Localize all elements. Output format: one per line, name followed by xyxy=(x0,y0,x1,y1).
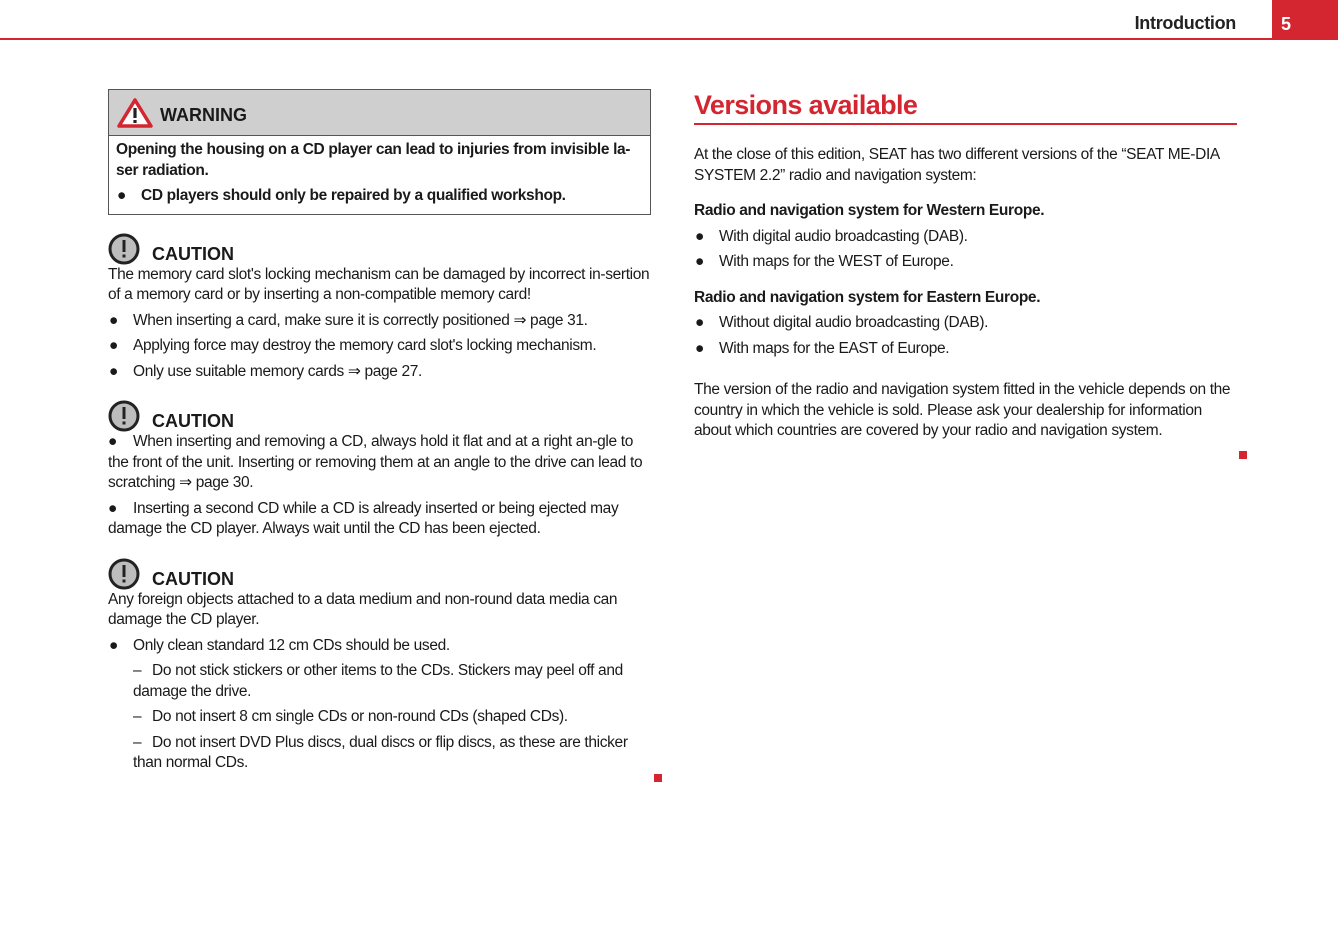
warning-triangle-icon xyxy=(117,98,153,128)
caution-title: CAUTION xyxy=(152,568,234,589)
warning-header xyxy=(109,90,650,136)
warning-bullet: ● CD players should only be repaired by a qualified workshop. xyxy=(116,186,643,207)
bullet-icon: ● xyxy=(695,227,705,245)
caution-sub-item: – Do not insert 8 cm single CDs or non-round CDs (shaped CDs). xyxy=(108,707,651,728)
caution-title: CAUTION xyxy=(152,411,234,431)
group-bullet: ● With digital audio broadcasting (DAB). xyxy=(694,227,1237,248)
caution-bullet: ● Inserting a second CD while a CD is already inserted or being ejected may damage the CD player. Always wait until the CD has been ejected. xyxy=(108,499,619,537)
caution-block-2 xyxy=(108,400,651,540)
group-bullet: ● With maps for the EAST of Europe. xyxy=(694,339,1237,360)
caution-bullet: ● Applying force may destroy the memory card slot's locking mechanism. xyxy=(108,336,651,357)
caution-header xyxy=(108,558,651,590)
caution-exclamation-icon xyxy=(108,400,140,432)
bullet-icon: ● xyxy=(109,337,119,354)
dash-icon: – xyxy=(133,662,142,679)
left-column xyxy=(108,89,651,779)
caution-exclamation-icon xyxy=(108,558,140,590)
caution-bullet: ● Only use suitable memory cards ⇒ page 27. xyxy=(108,362,651,383)
group-heading-west: Radio and navigation system for Western Europe. xyxy=(694,202,1045,219)
caution-bullet: ● Only clean standard 12 cm CDs should be used. xyxy=(108,636,651,657)
caution-header xyxy=(108,400,651,432)
caution-header xyxy=(108,233,651,265)
caution-text: Any foreign objects attached to a data medium and non-round data media can damage the CD player. xyxy=(108,590,618,628)
warning-box xyxy=(108,89,651,215)
bullet-icon: ● xyxy=(109,636,119,654)
warning-title: WARNING xyxy=(160,105,247,125)
caution-bullet: ● When inserting a card, make sure it is correctly positioned ⇒ page 31. xyxy=(108,311,651,332)
caution-sub-item: – Do not insert DVD Plus discs, dual discs or flip discs, as these are thicker than normal CDs. xyxy=(133,733,628,771)
bullet-icon: ● xyxy=(695,253,705,270)
warning-text: Opening the housing on a CD player can lead to injuries from invisible la-ser radiation. xyxy=(116,141,631,179)
caution-sub-item: – Do not stick stickers or other items to the CDs. Stickers may peel off and damage the drive. xyxy=(133,662,623,700)
caution-block-3 xyxy=(108,558,651,774)
title-rule xyxy=(694,123,1237,125)
dash-icon: – xyxy=(133,733,142,751)
bullet-icon: ● xyxy=(117,187,127,204)
caution-text: The memory card slot's locking mechanism can be damaged by incorrect in-sertion of a memory card or by inserting a non-compatible memory card! xyxy=(108,265,650,303)
section-end-marker xyxy=(1239,451,1247,459)
page-number: 5 xyxy=(1281,14,1292,34)
dash-icon: – xyxy=(133,708,142,725)
section-title: Versions available xyxy=(694,90,918,120)
caution-title: CAUTION xyxy=(152,243,234,264)
bullet-icon: ● xyxy=(109,362,119,380)
bullet-icon: ● xyxy=(695,339,705,357)
section-end-marker xyxy=(654,774,662,782)
closing-text: The version of the radio and navigation system fitted in the vehicle depends on the country in which the vehicle is sold. Please ask your dealership for information about which countries are covered by your radio and navigation system. xyxy=(694,381,1231,439)
bullet-icon: ● xyxy=(108,499,118,517)
caution-block-1 xyxy=(108,233,651,383)
group-bullet: ● Without digital audio broadcasting (DAB). xyxy=(694,313,1237,334)
intro-text: At the close of this edition, SEAT has two different versions of the “SEAT ME-DIA SYSTEM 2.2” radio and navigation system: xyxy=(694,146,1220,184)
group-heading-east: Radio and navigation system for Eastern Europe. xyxy=(694,288,1041,306)
page-number-tab xyxy=(1272,0,1338,40)
warning-body xyxy=(109,136,650,214)
bullet-icon: ● xyxy=(108,433,118,450)
bullet-icon: ● xyxy=(695,314,705,331)
caution-bullet: ● When inserting and removing a CD, always hold it flat and at a right an-gle to the front of the unit. Inserting or removing them at an angle to the drive can lead to scratching ⇒ page 30. xyxy=(108,433,643,491)
caution-exclamation-icon xyxy=(108,233,140,265)
bullet-icon: ● xyxy=(109,311,119,329)
header-rule xyxy=(0,38,1338,40)
section-heading: Introduction xyxy=(1134,13,1236,33)
group-bullet: ● With maps for the WEST of Europe. xyxy=(694,252,1237,273)
right-column xyxy=(694,89,1237,447)
